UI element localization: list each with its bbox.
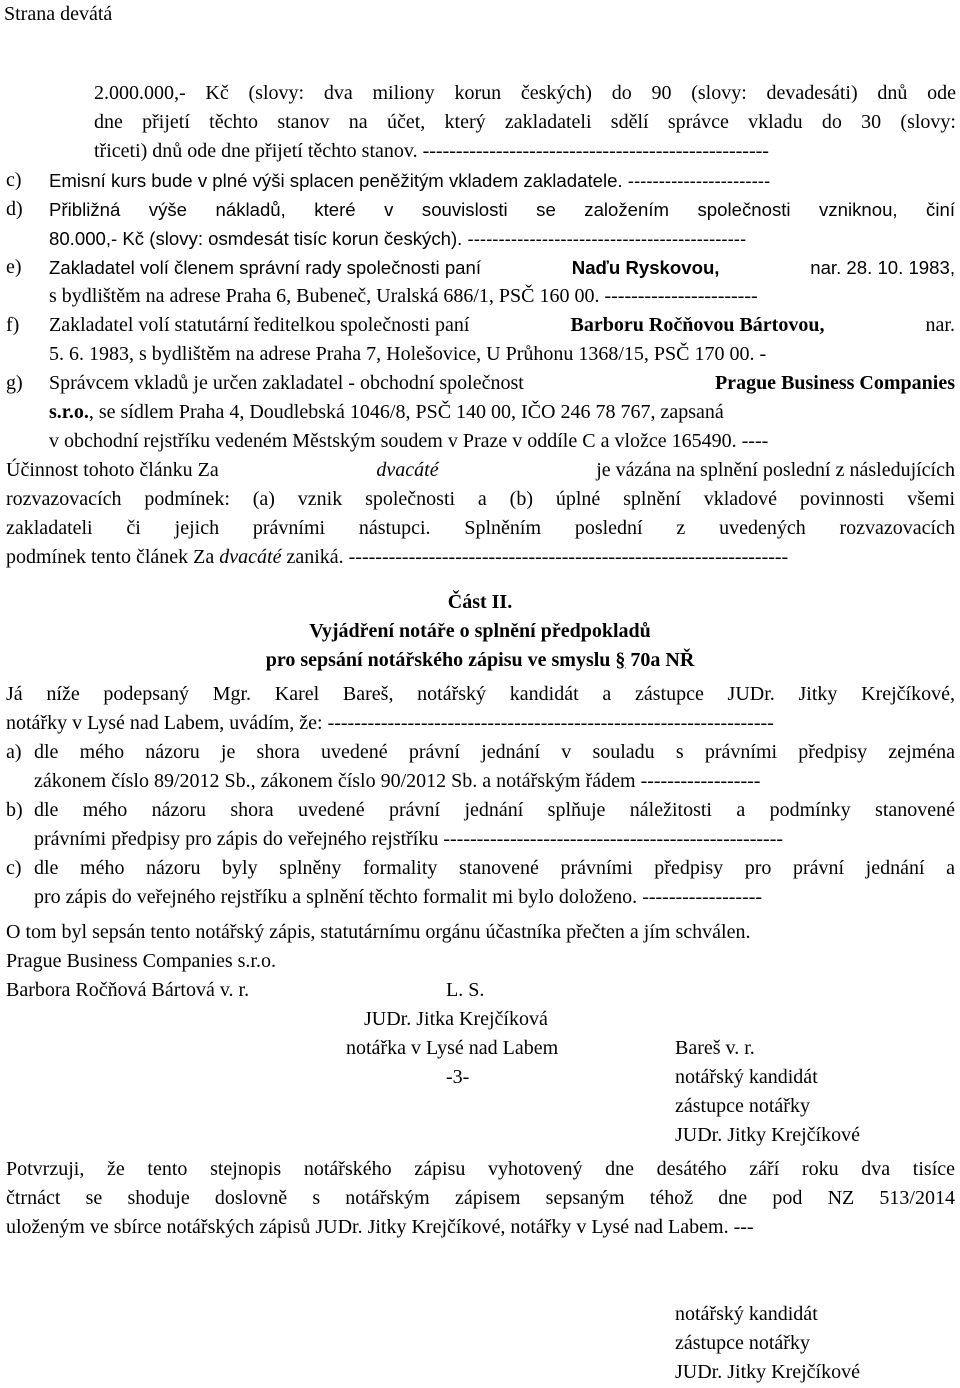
dash-run: --- (733, 1216, 754, 1238)
item-d-line-1: Přibližná výše nákladů, které v souvislosti se založením společnosti vzniknou, činí (49, 199, 955, 220)
deputy-signature: Bareš v. r. (675, 1037, 755, 1059)
notary-c-line-1: dle mého názoru byly splněny formality stanovené právními předpisy pro právní jednání a (34, 857, 955, 879)
item-g-company-suffix: s.r.o. (49, 401, 89, 423)
closing-company: Prague Business Companies s.r.o. (6, 950, 276, 972)
deputy-role-2: zástupce notářky (675, 1095, 810, 1117)
part-title-2-pre: pro sepsání notářského zápisu ve smyslu (265, 649, 611, 671)
notary-line-2 (6, 709, 774, 738)
clause-line-4-italic: dvacáté (219, 546, 282, 568)
closing-seal: L. S. (446, 979, 485, 1001)
intro-line-3 (94, 137, 769, 166)
intro-line-2: dne přijetí těchto stanov na účet, který zakladateli sdělí správce vkladu do 30 (slovy: (94, 111, 956, 133)
notary-a-line-1: dle mého názoru je shora uvedené právní jednání v souladu s právními předpisy zejména (34, 741, 955, 763)
item-d-line-2-text: 80.000,- Kč (slovy: osmdesát tisíc korun českých). (49, 228, 463, 249)
item-f-pre: Zakladatel volí statutární ředitelkou společnosti paní (49, 314, 470, 336)
dash-run: --------------------------------------------- (467, 228, 747, 249)
item-g-line-2 (49, 398, 955, 427)
notary-a-label: a) (6, 741, 22, 763)
item-f-line-2 (49, 340, 766, 369)
final-role-1: notářský kandidát (675, 1303, 818, 1325)
notary-line-1: Já níže podepsaný Mgr. Karel Bareš, notářský kandidát a zástupce JUDr. Jitky Krejčíkové, (6, 683, 955, 705)
item-e-line-2 (49, 282, 758, 311)
item-c-text (49, 166, 770, 195)
item-g-line-3-text: v obchodní rejstříku vedeném Městským soudem v Praze v oddíle C a vložce 165490. (49, 430, 737, 452)
notary-b-line-1: dle mého názoru shora uvedené právní jednání splňuje náležitosti a podmínky stanovené (34, 799, 955, 821)
deputy-role-3: JUDr. Jitky Krejčíkové (675, 1124, 860, 1146)
notary-a-line-2 (34, 767, 760, 796)
part-number: Část II. (447, 591, 513, 613)
intro-line-1: 2.000.000,- Kč (slovy: dva miliony korun českých) do 90 (slovy: devadesáti) dnů ode (94, 82, 956, 104)
item-g-company: Prague Business Companies (714, 372, 955, 394)
item-d-label: d) (6, 198, 23, 220)
notary-a-line-2-text: zákonem číslo 89/2012 Sb., zákonem číslo 90/2012 Sb. a notářským řádem (34, 770, 636, 792)
item-g-line-3 (49, 427, 768, 456)
item-e-label: e) (6, 256, 22, 278)
item-e-name: Naďu Ryskovou, (571, 257, 720, 278)
intro-line-3-text: třiceti) dnů ode dne přijetí těchto stanov. (94, 140, 418, 162)
item-e-line-2-text: s bydlištěm na adrese Praha 6, Bubeneč, Uralská 686/1, PSČ 160 00. (49, 285, 600, 307)
part-title-2-ref: 70a NŘ (630, 649, 695, 671)
clause-line-3: zakladateli či jejich právními nástupci. Splněním poslední z uvedených rozvazovacích (6, 517, 955, 539)
page-label: Strana devátá (4, 3, 113, 25)
clause-line-1 (6, 456, 955, 485)
notary-c-line-2-text: pro zápis do veřejného rejstříku a splnění těchto formalit mi bylo doloženo. (34, 886, 638, 908)
clause-italic: dvacáté (376, 459, 439, 481)
dash-run: ------------------------------------------------------------------ (348, 546, 789, 568)
clause-line-4 (6, 543, 788, 572)
item-f-name: Barboru Ročňovou Bártovou, (570, 314, 825, 336)
item-e-pre: Zakladatel volí členem správní rady společnosti paní (49, 257, 482, 278)
item-e-post: nar. 28. 10. 1983, (810, 257, 955, 278)
item-e-line-1 (49, 253, 955, 282)
clause-line-4-pre: podmínek tento článek Za (6, 546, 215, 568)
notary-title: notářka v Lysé nad Labem (346, 1037, 559, 1059)
clause-line-4-post: zaniká. (286, 546, 344, 568)
closing-signer: Barbora Ročňová Bártová v. r. (6, 979, 250, 1001)
notary-name: JUDr. Jitka Krejčíková (364, 1008, 548, 1030)
dash-run: ---------------------------------------------------- (422, 140, 769, 162)
certification-line-2: čtrnáct se shoduje doslovně s notářským zápisem sepsaným téhož dne pod NZ 513/2014 (6, 1187, 955, 1209)
part-title-1: Vyjádření notáře o splnění předpokladů (309, 620, 651, 642)
notary-c-line-2 (34, 883, 762, 912)
dash-run: ------------------ (640, 770, 761, 792)
dash-run: --------------------------------------------------- (443, 828, 784, 850)
notary-b-line-2-text: právními předpisy pro zápis do veřejného rejstříku (34, 828, 439, 850)
part-title-2 (0, 646, 960, 675)
dash-run: ---- (741, 430, 769, 452)
notary-line-2-text: notářky v Lysé nad Labem, uvádím, že: (6, 712, 323, 734)
deputy-role-1: notářský kandidát (675, 1066, 818, 1088)
final-role-3: JUDr. Jitky Krejčíkové (675, 1361, 860, 1383)
item-g-pre: Správcem vkladů je určen zakladatel - obchodní společnost (49, 372, 524, 394)
page-number: -3- (446, 1066, 470, 1088)
certification-line-1: Potvrzuji, že tento stejnopis notářského zápisu vyhotovený dne desátého září roku dva tisíce (6, 1158, 955, 1180)
item-g-line-1 (49, 369, 955, 398)
item-f-line-2-text: 5. 6. 1983, s bydlištěm na adrese Praha 7, Holešovice, U Průhonu 1368/15, PSČ 170 00. (49, 343, 755, 365)
final-role-2: zástupce notářky (675, 1332, 810, 1354)
clause-post: je vázána na splnění poslední z následujících (596, 459, 955, 481)
dash-run: - (759, 343, 767, 365)
item-f-label: f) (6, 314, 20, 336)
certification-line-3-text: uloženým ve sbírce notářských zápisů JUDr. Jitky Krejčíkové, notářky v Lysé nad Labem. (6, 1216, 729, 1238)
notary-b-label: b) (6, 799, 23, 821)
item-g-label: g) (6, 372, 23, 394)
notary-c-label: c) (6, 857, 22, 879)
certification-line-3 (6, 1213, 754, 1242)
item-d-line-2 (49, 224, 746, 253)
item-c-label: c) (6, 169, 22, 191)
clause-pre: Účinnost tohoto článku Za (6, 459, 219, 481)
item-c-content: Emisní kurs bude v plné výši splacen peněžitým vkladem zakladatele. (49, 170, 623, 191)
dash-run: ----------------------- (627, 170, 771, 191)
item-g-line-2-text: , se sídlem Praha 4, Doudlebská 1046/8, PSČ 140 00, IČO 246 78 767, zapsaná (88, 401, 724, 423)
notary-b-line-2 (34, 825, 783, 854)
dash-run: ------------------------------------------------------------------- (327, 712, 774, 734)
section-sign: § (615, 649, 626, 671)
item-f-line-1 (49, 311, 955, 340)
item-f-post: nar. (925, 314, 955, 336)
dash-run: ------------------ (642, 886, 763, 908)
closing-read: O tom byl sepsán tento notářský zápis, statutárnímu orgánu účastníka přečten a jím schválen. (6, 921, 751, 943)
dash-run: ----------------------- (604, 285, 758, 307)
clause-line-2: rozvazovacích podmínek: (a) vznik společnosti a (b) úplné splnění vkladové povinnosti všemi (6, 488, 955, 510)
